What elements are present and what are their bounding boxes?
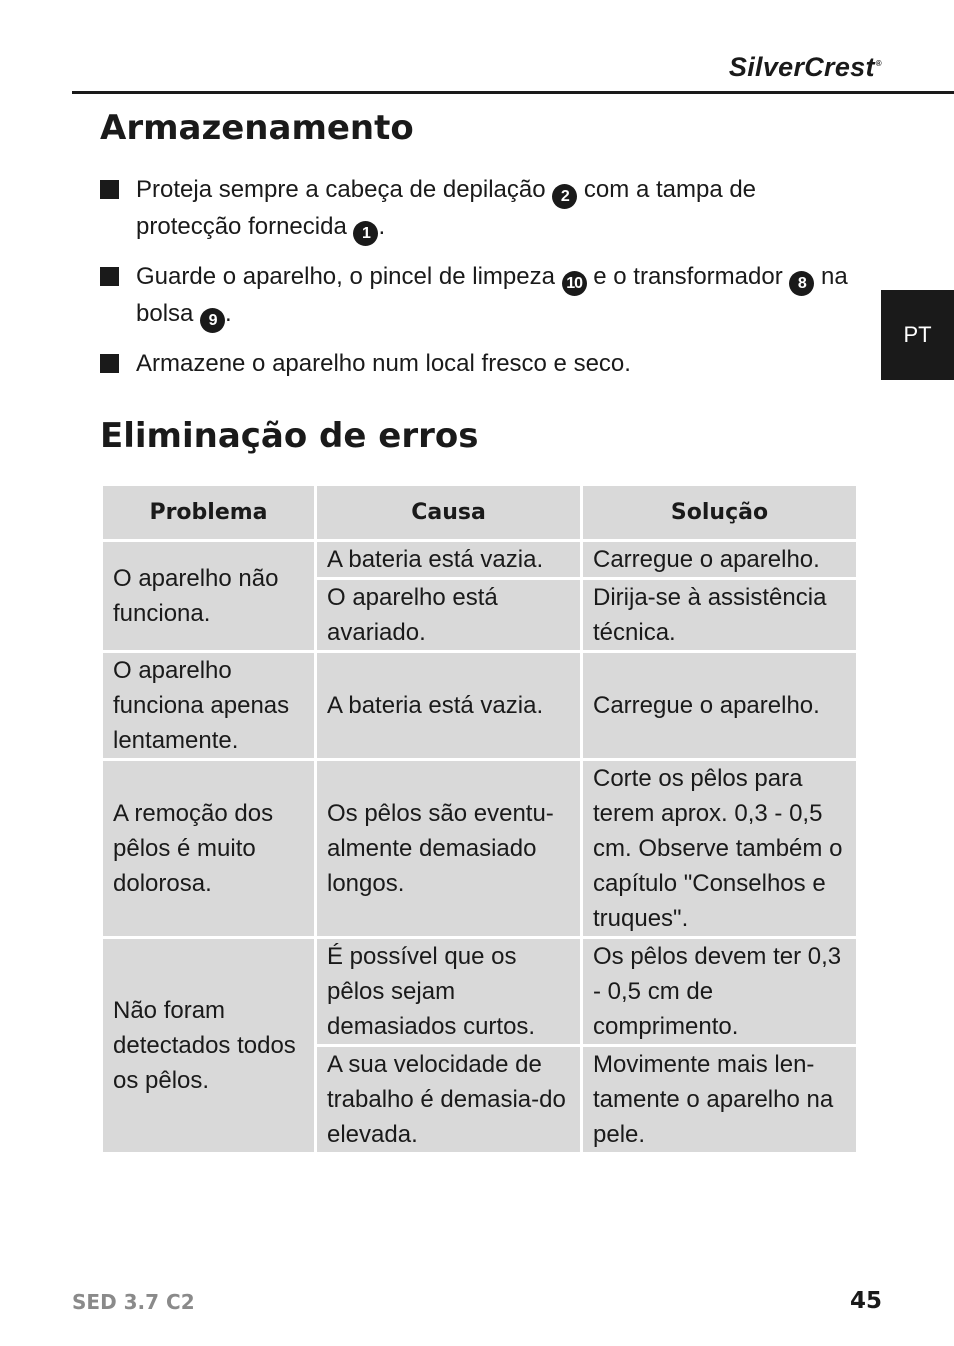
cause-cell: A sua velocidade de trabalho é demasia-do elevada.	[316, 1046, 582, 1154]
bullet-text: na bolsa	[136, 263, 848, 327]
bullet-text: Armazene o aparelho num local fresco e seco.	[136, 350, 631, 377]
bullet-text: .	[225, 300, 232, 327]
part-number-icon: 1	[353, 221, 378, 246]
problem-cell: O aparelho funciona apenas lentamente.	[102, 652, 316, 760]
header-rule	[72, 91, 954, 94]
problem-cell: O aparelho não funciona.	[102, 541, 316, 652]
table-row	[102, 541, 858, 579]
cause-cell: A bateria está vazia.	[316, 652, 582, 760]
troubleshooting-title: Eliminação de erros	[100, 416, 479, 456]
solution-cell: Os pêlos devem ter 0,3 - 0,5 cm de comprimento.	[582, 938, 858, 1046]
part-number-icon: 10	[562, 271, 587, 296]
page-number: 45	[849, 1288, 882, 1314]
solution-cell: Carregue o aparelho.	[582, 541, 858, 579]
storage-list-item	[100, 346, 850, 381]
cause-cell: Os pêlos são eventu-almente demasiado longos.	[316, 760, 582, 938]
table-row	[102, 652, 858, 760]
part-number-icon: 9	[200, 308, 225, 333]
table-row	[102, 938, 858, 1046]
cause-cell: O aparelho está avariado.	[316, 579, 582, 652]
bullet-square-icon	[100, 267, 119, 286]
bullet-text: com a tampa de protecção fornecida	[136, 176, 757, 240]
bullet-text: .	[378, 213, 386, 240]
part-number-icon: 8	[789, 271, 814, 296]
bullet-text: Guarde o aparelho, o pincel de limpeza	[136, 263, 562, 290]
column-header: Problema	[102, 485, 316, 541]
solution-cell: Dirija-se à assistência técnica.	[582, 579, 858, 652]
language-code: PT	[903, 322, 932, 347]
cause-cell: É possível que os pêlos sejam demasiados curtos.	[316, 938, 582, 1046]
problem-cell: A remoção dos pêlos é muito dolorosa.	[102, 760, 316, 938]
bullet-square-icon	[100, 354, 119, 373]
language-tab	[881, 290, 954, 380]
solution-cell: Carregue o aparelho.	[582, 652, 858, 760]
troubleshooting-table	[100, 483, 859, 1155]
table-row	[102, 760, 858, 938]
part-number-icon: 2	[552, 184, 577, 209]
storage-list-item	[100, 172, 850, 246]
solution-cell: Movimente mais len-tamente o aparelho na pele.	[582, 1046, 858, 1154]
brand-name: SilverCrest	[728, 52, 875, 82]
column-header: Solução	[582, 485, 858, 541]
storage-list-item	[100, 259, 850, 333]
storage-list	[100, 172, 850, 394]
cause-cell: A bateria está vazia.	[316, 541, 582, 579]
brand-logo	[729, 52, 882, 83]
problem-cell: Não foram detectados todos os pêlos.	[102, 938, 316, 1154]
model-number: SED 3.7 C2	[72, 1290, 195, 1314]
table-header-row	[102, 485, 858, 541]
bullet-text: e o transformador	[586, 263, 790, 290]
bullet-square-icon	[100, 180, 119, 199]
column-header: Causa	[316, 485, 582, 541]
storage-title: Armazenamento	[100, 108, 414, 148]
registered-mark: ®	[875, 59, 882, 68]
table-body	[102, 541, 858, 1154]
solution-cell: Corte os pêlos para terem aprox. 0,3 - 0,5 cm. Observe também o capítulo "Conselhos e truques".	[582, 760, 858, 938]
bullet-text: Proteja sempre a cabeça de depilação	[136, 176, 553, 203]
